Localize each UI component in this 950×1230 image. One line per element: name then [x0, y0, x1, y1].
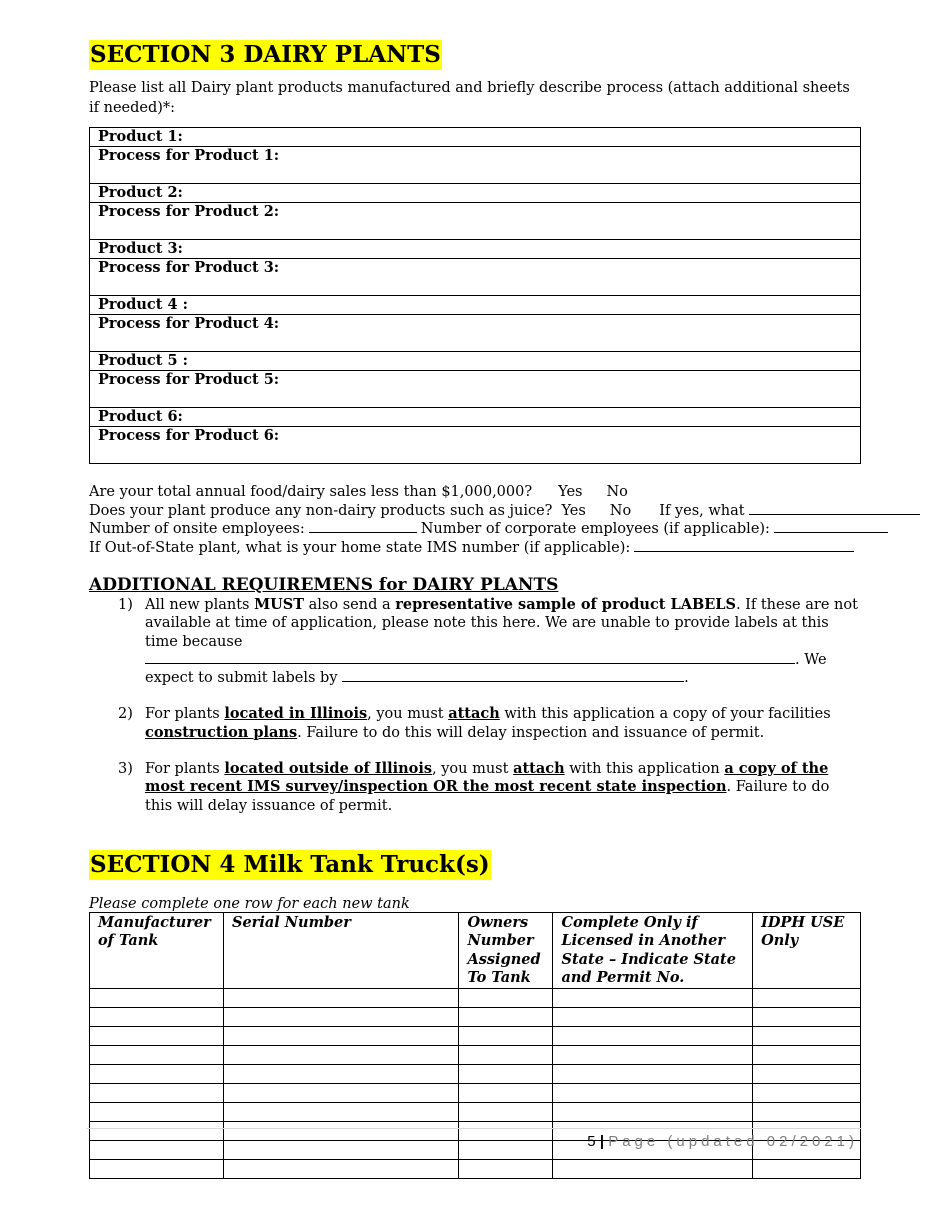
ims-line: [89, 539, 861, 558]
process-5-field[interactable]: Process for Product 5:: [90, 371, 861, 408]
col-idph-use: IDPH USE Only: [753, 912, 861, 988]
tank-cell[interactable]: [90, 1122, 224, 1141]
tank-row: [90, 1046, 861, 1065]
sales-question: [89, 483, 861, 502]
section4-heading: SECTION 4 Milk Tank Truck(s): [90, 850, 490, 878]
col-licensed-state: Complete Only if Licensed in Another State – Indicate State and Permit No.: [553, 912, 753, 988]
tank-cell[interactable]: [553, 1160, 753, 1179]
tank-cell[interactable]: [223, 1046, 459, 1065]
requirement-2-text-g: . Failure to do this will delay inspection and issuance of permit.: [297, 724, 765, 741]
requirement-1-text-f: . We expect to submit labels by: [145, 651, 827, 687]
page-footer: [587, 1132, 858, 1152]
tank-cell[interactable]: [553, 1065, 753, 1084]
tank-cell[interactable]: [223, 1008, 459, 1027]
tank-row: [90, 1103, 861, 1122]
tank-cell[interactable]: [753, 1065, 861, 1084]
tank-cell[interactable]: [753, 989, 861, 1008]
product-3-field[interactable]: Product 3:: [90, 240, 861, 259]
non-dairy-question: [89, 502, 861, 521]
tank-cell[interactable]: [753, 1084, 861, 1103]
tank-cell[interactable]: [553, 1027, 753, 1046]
labels-date-blank[interactable]: [342, 669, 684, 682]
tank-cell[interactable]: [90, 1065, 224, 1084]
product-1-field[interactable]: Product 1:: [90, 128, 861, 147]
requirement-3: [89, 760, 861, 815]
tank-cell[interactable]: [753, 1103, 861, 1122]
requirement-3-inspection: a copy of the most recent IMS survey/inspection OR the most recent state inspection: [145, 760, 829, 796]
tank-cell[interactable]: [753, 1046, 861, 1065]
process-3-field[interactable]: Process for Product 3:: [90, 259, 861, 296]
tank-cell[interactable]: [753, 1027, 861, 1046]
product-5-field[interactable]: Product 5 :: [90, 352, 861, 371]
product-4-field[interactable]: Product 4 :: [90, 296, 861, 315]
requirement-3-location: located outside of Illinois: [224, 760, 432, 778]
labels-reason-blank[interactable]: [145, 651, 795, 664]
requirement-1-text-a: All new plants: [145, 597, 255, 613]
if-yes-blank[interactable]: [749, 502, 920, 515]
requirement-1-text-c: also send a: [304, 597, 396, 613]
product-6-field[interactable]: Product 6:: [90, 408, 861, 427]
form-page: [89, 40, 861, 1179]
tank-cell[interactable]: [553, 1046, 753, 1065]
corporate-employees-label: Number of corporate employees (if applicable):: [420, 521, 770, 537]
sales-no-option[interactable]: No: [606, 484, 628, 500]
requirement-2-location: located in Illinois: [224, 705, 368, 723]
tank-cell[interactable]: [753, 1008, 861, 1027]
tank-cell[interactable]: [553, 989, 753, 1008]
tank-cell[interactable]: [223, 1027, 459, 1046]
requirement-2-text-e: with this application a copy of your facilities: [499, 706, 831, 723]
if-yes-label: If yes, what: [659, 502, 745, 519]
tank-cell[interactable]: [90, 1160, 224, 1179]
tank-cell[interactable]: [459, 1065, 553, 1084]
footer-separator: |: [599, 1133, 605, 1150]
tank-cell[interactable]: [459, 1027, 553, 1046]
page-number: 5: [587, 1133, 596, 1150]
requirement-3-text-a: For plants: [145, 761, 225, 778]
ims-label: If Out-of-State plant, what is your home state IMS number (if applicable):: [89, 539, 631, 556]
tank-cell[interactable]: [223, 1103, 459, 1122]
requirement-2-number: 2): [118, 706, 133, 723]
requirement-1-labels: representative sample of product LABELS: [395, 596, 736, 613]
tank-cell[interactable]: [223, 989, 459, 1008]
tank-cell[interactable]: [90, 1141, 224, 1160]
tank-cell[interactable]: [90, 1046, 224, 1065]
tank-cell[interactable]: [223, 1084, 459, 1103]
process-4-field[interactable]: Process for Product 4:: [90, 315, 861, 352]
requirement-1-text-g: .: [684, 670, 689, 687]
corporate-employees-blank[interactable]: [774, 520, 888, 533]
tank-cell[interactable]: [459, 1084, 553, 1103]
tanks-header-row: [90, 912, 861, 988]
non-dairy-no-option[interactable]: No: [609, 502, 632, 519]
tank-cell[interactable]: [459, 989, 553, 1008]
requirement-3-text-g: . Failure to do this will delay issuance of permit.: [145, 779, 830, 814]
requirement-2-text-c: , you must: [367, 706, 449, 723]
tank-cell[interactable]: [223, 1141, 459, 1160]
tank-cell[interactable]: [90, 1008, 224, 1027]
product-2-field[interactable]: Product 2:: [90, 184, 861, 203]
process-6-field[interactable]: Process for Product 6:: [90, 427, 861, 464]
requirement-2: [89, 705, 861, 742]
requirement-3-text-e: with this application: [564, 761, 725, 778]
questions-block: [89, 483, 861, 557]
footer-page-text: Page (updated 02/2021): [608, 1133, 858, 1150]
tank-cell[interactable]: [553, 1103, 753, 1122]
requirements-title: ADDITIONAL REQUIREMENS for DAIRY PLANTS: [89, 575, 559, 595]
col-owners-number: Owners Number Assigned To Tank: [459, 912, 553, 988]
col-serial-number: Serial Number: [223, 912, 459, 988]
tank-cell[interactable]: [459, 1141, 553, 1160]
process-1-field[interactable]: Process for Product 1:: [90, 147, 861, 184]
tank-row: [90, 1160, 861, 1179]
requirement-2-plans: construction plans: [145, 723, 298, 741]
tank-cell[interactable]: [459, 1046, 553, 1065]
products-table: [89, 127, 861, 464]
requirements-list: [89, 596, 861, 815]
requirement-3-number: 3): [118, 761, 133, 778]
requirement-1-must: MUST: [254, 596, 305, 613]
onsite-employees-label: Number of onsite employees:: [89, 521, 305, 537]
requirement-3-text-c: , you must: [432, 761, 514, 778]
tank-cell[interactable]: [90, 1103, 224, 1122]
process-2-field[interactable]: Process for Product 2:: [90, 203, 861, 240]
tank-cell[interactable]: [90, 1027, 224, 1046]
tank-row: [90, 1065, 861, 1084]
tank-cell[interactable]: [459, 1008, 553, 1027]
non-dairy-yes-option[interactable]: Yes: [561, 502, 586, 519]
tank-cell[interactable]: [459, 1122, 553, 1141]
tank-cell[interactable]: [459, 1160, 553, 1179]
tank-cell[interactable]: [459, 1103, 553, 1122]
non-dairy-question-label: Does your plant produce any non-dairy products such as juice?: [89, 502, 553, 519]
tank-row: [90, 989, 861, 1008]
tank-row: [90, 1008, 861, 1027]
tank-cell[interactable]: [553, 1008, 753, 1027]
sales-yes-option[interactable]: Yes: [558, 484, 583, 500]
onsite-employees-blank[interactable]: [309, 520, 417, 533]
requirement-2-attach: attach: [448, 705, 500, 723]
col-manufacturer: Manufacturer of Tank: [90, 912, 224, 988]
tank-cell[interactable]: [90, 1084, 224, 1103]
tank-cell[interactable]: [223, 1122, 459, 1141]
tank-row: [90, 1084, 861, 1103]
requirement-3-attach: attach: [513, 760, 565, 778]
employees-line: [89, 520, 861, 539]
tank-row: [90, 1027, 861, 1046]
tank-cell[interactable]: [223, 1160, 459, 1179]
requirement-1-number: 1): [118, 597, 133, 613]
requirement-1-text-e: . If these are not available at time of application, please note this here. We are unable to provide labels at this time because: [145, 597, 858, 650]
sales-question-label: Are your total annual food/dairy sales less than $1,000,000?: [89, 484, 533, 500]
requirement-1: [89, 596, 861, 687]
section3-heading: SECTION 3 DAIRY PLANTS: [90, 41, 441, 68]
requirement-2-text-a: For plants: [145, 706, 225, 723]
tank-cell[interactable]: [223, 1065, 459, 1084]
footer-divider: [86, 1128, 862, 1129]
tank-note: Please complete one row for each new tank: [89, 895, 410, 912]
ims-number-blank[interactable]: [634, 539, 854, 552]
section3-intro: Please list all Dairy plant products manufactured and briefly describe process (attach additional sheets if needed)*:: [89, 80, 850, 116]
tank-cell[interactable]: [553, 1084, 753, 1103]
tank-cell[interactable]: [90, 989, 224, 1008]
tank-cell[interactable]: [753, 1160, 861, 1179]
